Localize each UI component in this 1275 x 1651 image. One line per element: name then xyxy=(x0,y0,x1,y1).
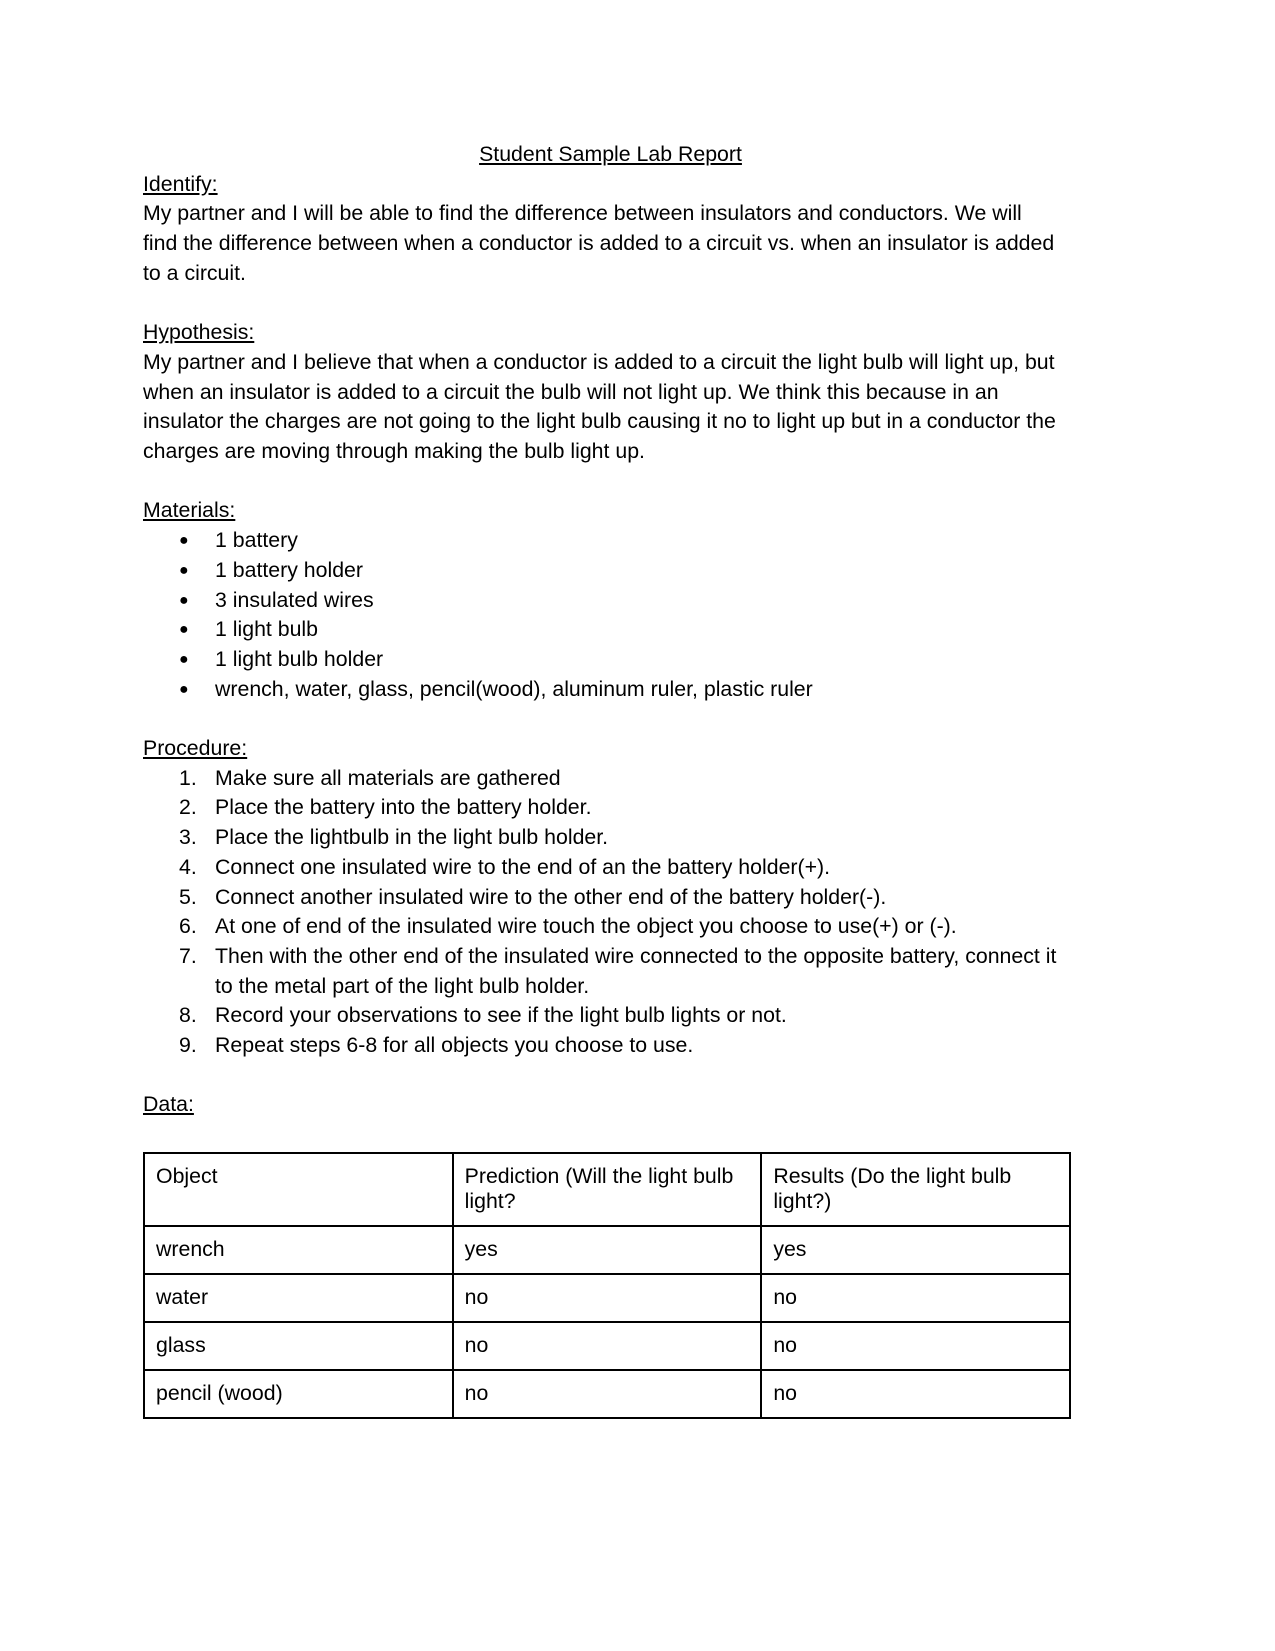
materials-item-text: 1 light bulb xyxy=(215,617,319,642)
step-text: Place the battery into the battery holder. xyxy=(215,795,592,820)
identify-line: find the difference between when a conductor is added to a circuit vs. when an insulator is added xyxy=(143,231,1055,256)
data-table xyxy=(143,1152,1071,1419)
materials-item xyxy=(143,556,1103,586)
procedure-step xyxy=(143,912,1103,942)
table-row xyxy=(144,1370,1070,1418)
procedure-step xyxy=(143,823,1103,853)
table-row xyxy=(144,1322,1070,1370)
table-row xyxy=(144,1226,1070,1274)
hypothesis-line: My partner and I believe that when a conductor is added to a circuit the light bulb will light up, but xyxy=(143,349,1055,374)
table-cell-prediction: no xyxy=(453,1322,762,1370)
bullet-icon: ● xyxy=(179,650,189,668)
materials-item-text: 1 battery xyxy=(215,528,298,553)
hypothesis-paragraph xyxy=(143,348,1103,467)
step-number: 4. xyxy=(179,854,197,879)
materials-item xyxy=(143,615,1103,645)
data-heading: Data: xyxy=(143,1092,194,1117)
step-number: 7. xyxy=(179,943,197,968)
report-title: Student Sample Lab Report xyxy=(479,142,742,166)
step-text: Repeat steps 6-8 for all objects you choose to use. xyxy=(215,1033,694,1058)
table-header-cell: Prediction (Will the light bulb light? xyxy=(453,1153,762,1226)
materials-list xyxy=(143,526,1103,704)
procedure-list xyxy=(143,764,1103,1061)
table-cell-object: pencil (wood) xyxy=(144,1370,453,1418)
table-header-cell: Object xyxy=(144,1153,453,1226)
materials-item-text: 3 insulated wires xyxy=(215,587,374,612)
step-number: 9. xyxy=(179,1033,197,1058)
materials-item-text: wrench, water, glass, pencil(wood), aluminum ruler, plastic ruler xyxy=(215,676,813,701)
table-cell-result: no xyxy=(761,1370,1070,1418)
hypothesis-line: when an insulator is added to a circuit the bulb will not light up. We think this because in an xyxy=(143,379,999,404)
hypothesis-line: charges are moving through making the bulb light up. xyxy=(143,439,645,464)
step-number: 6. xyxy=(179,914,197,939)
identify-line: to a circuit. xyxy=(143,260,246,285)
materials-item xyxy=(143,675,1103,705)
step-text: Record your observations to see if the light bulb lights or not. xyxy=(215,1003,787,1028)
materials-item xyxy=(143,645,1103,675)
procedure-step xyxy=(143,1001,1103,1031)
step-text: Place the lightbulb in the light bulb holder. xyxy=(215,825,609,850)
step-number: 2. xyxy=(179,795,197,820)
procedure-step xyxy=(143,1031,1103,1061)
bullet-icon: ● xyxy=(179,621,189,639)
bullet-icon: ● xyxy=(179,591,189,609)
table-cell-object: wrench xyxy=(144,1226,453,1274)
bullet-icon: ● xyxy=(179,561,189,579)
lab-report-page xyxy=(143,140,1103,1120)
identify-heading: Identify: xyxy=(143,171,218,196)
materials-item-text: 1 light bulb holder xyxy=(215,646,384,671)
table-header-cell: Results (Do the light bulb light?) xyxy=(761,1153,1070,1226)
table-cell-prediction: no xyxy=(453,1370,762,1418)
step-text: Connect one insulated wire to the end of an the battery holder(+). xyxy=(215,854,831,879)
hypothesis-heading: Hypothesis: xyxy=(143,320,255,345)
step-text: Make sure all materials are gathered xyxy=(215,765,561,790)
hypothesis-line: insulator the charges are not going to the light bulb causing it no to light up but in a conductor the xyxy=(143,409,1056,434)
table-cell-object: glass xyxy=(144,1322,453,1370)
materials-heading: Materials: xyxy=(143,498,236,523)
procedure-step xyxy=(143,793,1103,823)
identify-paragraph xyxy=(143,199,1103,288)
table-cell-prediction: no xyxy=(453,1274,762,1322)
bullet-icon: ● xyxy=(179,532,189,550)
step-number: 8. xyxy=(179,1003,197,1028)
table-cell-prediction: yes xyxy=(453,1226,762,1274)
bullet-icon: ● xyxy=(179,680,189,698)
table-cell-result: no xyxy=(761,1322,1070,1370)
identify-line: My partner and I will be able to find the difference between insulators and conductors. We will xyxy=(143,201,1022,226)
materials-item xyxy=(143,526,1103,556)
procedure-step xyxy=(143,853,1103,883)
table-row xyxy=(144,1274,1070,1322)
table-header-row xyxy=(144,1153,1070,1226)
table-cell-result: yes xyxy=(761,1226,1070,1274)
table-cell-object: water xyxy=(144,1274,453,1322)
step-text-continued: to the metal part of the light bulb holder. xyxy=(215,973,590,998)
step-text: Connect another insulated wire to the other end of the battery holder(-). xyxy=(215,884,887,909)
procedure-step xyxy=(143,764,1103,794)
procedure-step xyxy=(143,883,1103,913)
procedure-step xyxy=(143,942,1103,1001)
table-cell-result: no xyxy=(761,1274,1070,1322)
step-text: At one of end of the insulated wire touch the object you choose to use(+) or (-). xyxy=(215,914,957,939)
step-number: 5. xyxy=(179,884,197,909)
materials-item-text: 1 battery holder xyxy=(215,557,363,582)
procedure-heading: Procedure: xyxy=(143,736,248,761)
step-number: 3. xyxy=(179,825,197,850)
step-number: 1. xyxy=(179,765,197,790)
step-text: Then with the other end of the insulated wire connected to the opposite battery, connect it xyxy=(215,943,1057,968)
materials-item xyxy=(143,586,1103,616)
